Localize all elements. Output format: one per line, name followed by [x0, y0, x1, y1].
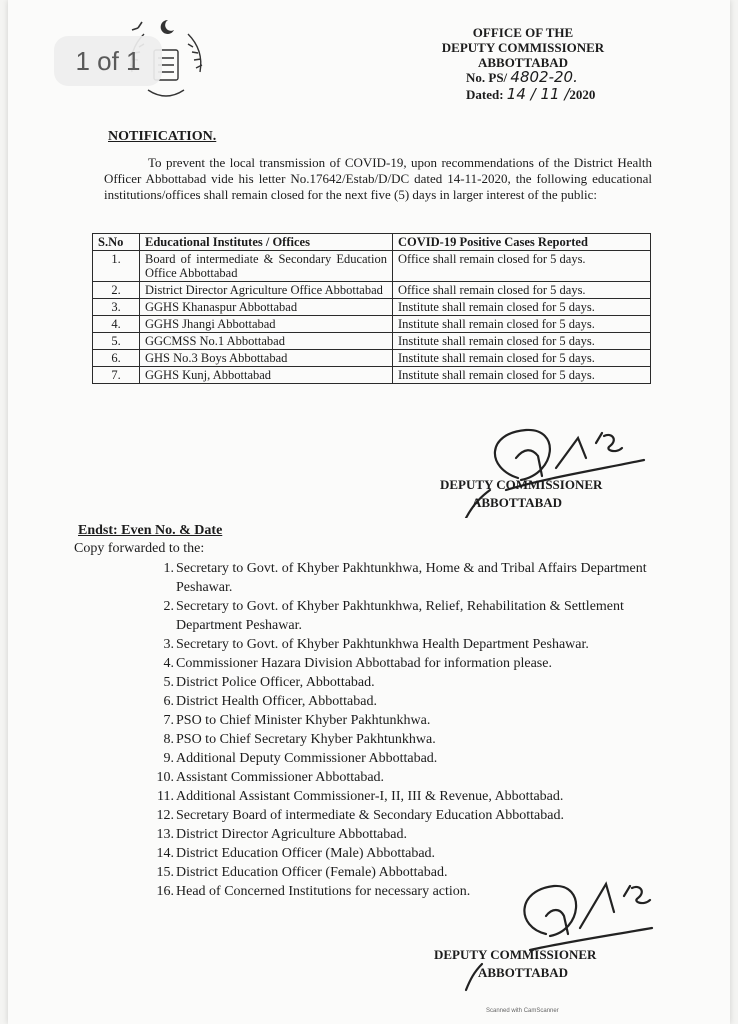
scanner-watermark: Scanned with CamScanner — [486, 1008, 559, 1014]
list-item — [156, 825, 666, 844]
item-text: Assistant Commissioner Abbottabad. — [176, 770, 385, 785]
date-handwritten: 14 / 11 / — [506, 85, 570, 103]
table-row — [93, 299, 651, 316]
item-text: PSO to Chief Secretary Khyber Pakhtunkhwa. — [176, 732, 436, 747]
page-counter: 1 of 1 — [54, 36, 162, 86]
table-row — [93, 350, 651, 367]
item-number: 12. — [156, 808, 174, 823]
list-item — [163, 711, 666, 730]
row-status: Office shall remain closed for 5 days. — [393, 251, 651, 282]
list-item — [163, 635, 666, 654]
item-number: 14. — [156, 846, 174, 861]
office-heading — [428, 25, 618, 70]
item-number: 4. — [163, 656, 174, 671]
row-status: Institute shall remain closed for 5 days. — [393, 367, 651, 384]
item-number: 16. — [156, 884, 174, 899]
item-number: 5. — [163, 675, 174, 690]
row-status: Institute shall remain closed for 5 days. — [393, 333, 651, 350]
list-item — [156, 768, 666, 787]
date-line — [466, 86, 595, 103]
item-number: 1. — [163, 561, 174, 576]
document-page — [8, 0, 730, 1024]
reference-block — [466, 69, 595, 103]
row-institute: GGHS Jhangi Abbottabad — [140, 316, 393, 333]
row-status: Institute shall remain closed for 5 days. — [393, 350, 651, 367]
signatory-place: ABBOTTABAD — [472, 495, 563, 510]
office-line: DEPUTY COMMISSIONER — [441, 40, 605, 55]
item-number: 13. — [156, 827, 174, 842]
list-item — [156, 863, 666, 882]
item-number: 6. — [163, 694, 174, 709]
table-row — [93, 316, 651, 333]
row-institute: Board of intermediate & Secondary Education Office Abbottabad — [140, 251, 393, 282]
closures-table — [92, 233, 651, 384]
item-number: 2. — [163, 599, 174, 614]
item-number: 7. — [163, 713, 174, 728]
item-text: Secretary to Govt. of Khyber Pakhtunkhwa Health Department Peshawar. — [176, 637, 589, 652]
header-covid-status: COVID-19 Positive Cases Reported — [393, 234, 651, 251]
row-institute: District Director Agriculture Office Abbottabad — [140, 282, 393, 299]
list-item — [163, 749, 666, 768]
table-row — [93, 367, 651, 384]
row-institute: GGHS Kunj, Abbottabad — [140, 367, 393, 384]
ref-prefix: No. PS/ — [466, 70, 508, 85]
list-item — [156, 844, 666, 863]
item-text: PSO to Chief Minister Khyber Pakhtunkhwa. — [176, 713, 431, 728]
item-number: 9. — [163, 751, 174, 766]
table-header-row — [93, 234, 651, 251]
item-text: Secretary to Govt. of Khyber Pakhtunkhwa, Relief, Rehabilitation & Settlement Department Peshawar. — [176, 599, 624, 633]
endorsement-title: Endst: Even No. & Date — [78, 523, 223, 538]
item-text: Commissioner Hazara Division Abbottabad for information please. — [176, 656, 552, 671]
signature-block-2 — [434, 946, 596, 982]
row-institute: GGHS Khanaspur Abbottabad — [140, 299, 393, 316]
header-sno: S.No — [93, 234, 140, 251]
row-sno: 1. — [93, 251, 140, 282]
table-row — [93, 333, 651, 350]
item-number: 15. — [156, 865, 174, 880]
item-number: 11. — [157, 789, 174, 804]
item-text: Additional Assistant Commissioner-I, II, III & Revenue, Abbottabad. — [176, 789, 564, 804]
item-text: District Education Officer (Female) Abbottabad. — [176, 865, 448, 880]
item-text: Additional Deputy Commissioner Abbottabad. — [176, 751, 438, 766]
signatory-title: DEPUTY COMMISSIONER — [434, 947, 597, 962]
item-text: Head of Concerned Institutions for necessary action. — [176, 884, 471, 899]
list-item — [156, 882, 666, 901]
list-item — [163, 730, 666, 749]
list-item — [163, 692, 666, 711]
office-line: ABBOTTABAD — [477, 55, 569, 70]
row-status: Institute shall remain closed for 5 days. — [393, 299, 651, 316]
row-sno: 6. — [93, 350, 140, 367]
signature-block-1 — [440, 476, 602, 512]
distribution-list — [156, 559, 666, 901]
item-number: 8. — [163, 732, 174, 747]
notification-body: To prevent the local transmission of COVID-19, upon recommendations of the District Health Officer Abbottabad vide his letter No.17642/Estab/D/DC dated 14-11-2020, the following educational institutions/offices shall remain closed for the next five (5) days in larger interest of the public: — [104, 155, 652, 202]
list-item — [156, 806, 666, 825]
row-status: Institute shall remain closed for 5 days. — [393, 316, 651, 333]
table-row — [93, 282, 651, 299]
item-text: District Director Agriculture Abbottabad. — [176, 827, 407, 842]
notification-title: NOTIFICATION. — [108, 129, 217, 144]
endorsement-intro: Copy forwarded to the: — [74, 541, 205, 556]
item-text: Secretary Board of intermediate & Secondary Education Abbottabad. — [176, 808, 564, 823]
list-item — [163, 673, 666, 692]
ref-number-handwritten: 4802-20. — [510, 68, 578, 86]
signatory-place: ABBOTTABAD — [478, 965, 569, 980]
row-status: Office shall remain closed for 5 days. — [393, 282, 651, 299]
item-text: Secretary to Govt. of Khyber Pakhtunkhwa, Home & and Tribal Affairs Department Peshawar. — [176, 561, 647, 595]
list-item — [163, 597, 666, 635]
office-line: OFFICE OF THE — [472, 25, 574, 40]
item-text: District Health Officer, Abbottabad. — [176, 694, 377, 709]
reference-number — [466, 69, 595, 86]
table-row — [93, 251, 651, 282]
dated-prefix: Dated: — [466, 87, 504, 102]
row-sno: 3. — [93, 299, 140, 316]
row-sno: 4. — [93, 316, 140, 333]
row-sno: 7. — [93, 367, 140, 384]
item-number: 10. — [156, 770, 174, 785]
header-institutes: Educational Institutes / Offices — [140, 234, 393, 251]
row-institute: GGCMSS No.1 Abbottabad — [140, 333, 393, 350]
item-number: 3. — [163, 637, 174, 652]
row-sno: 2. — [93, 282, 140, 299]
item-text: District Education Officer (Male) Abbottabad. — [176, 846, 436, 861]
row-institute: GHS No.3 Boys Abbottabad — [140, 350, 393, 367]
signatory-title: DEPUTY COMMISSIONER — [440, 477, 603, 492]
item-text: District Police Officer, Abbottabad. — [176, 675, 375, 690]
row-sno: 5. — [93, 333, 140, 350]
list-item — [157, 787, 666, 806]
list-item — [163, 559, 666, 597]
date-year: 2020 — [569, 87, 596, 102]
list-item — [163, 654, 666, 673]
